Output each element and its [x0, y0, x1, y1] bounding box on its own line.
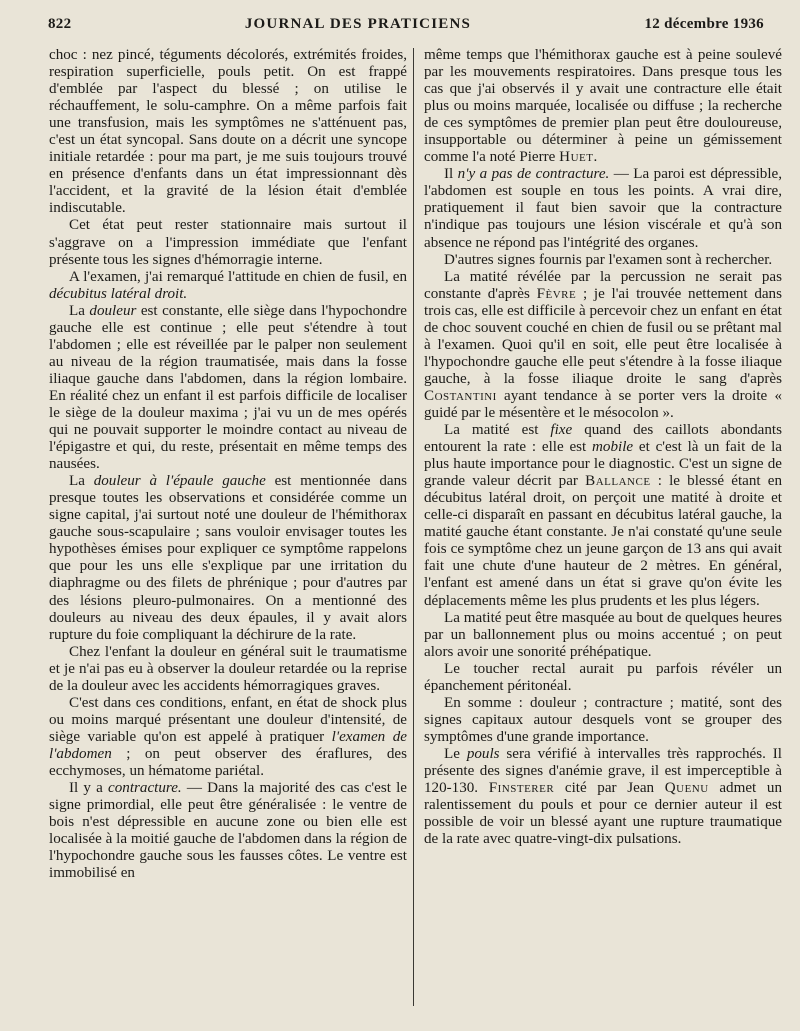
author-name: Huet. — [559, 149, 598, 166]
paragraph: En somme : douleur ; contracture ; matité, sont des signes capitaux autour desquels vont se grouper des symptômes d'une grande importance. — [424, 694, 782, 745]
paragraph: même temps que l'hémithorax gauche est à peine soulevé par les mouvements respiratoires. Dans presque tous les cas que j'ai observés il y avait une contracture elle était plus ou moins marquée, localisée ou diffuse ; la recherche de ces symptômes de premier plan peut être douloureuse, insupportable ou déterminer à peine un gémissement comme l'a noté Pierre Huet. — [424, 47, 782, 166]
paragraph: La matité peut être masquée au bout de quelques heures par un ballonnement plus ou moins accentué ; on peut alors avoir une sonorité préhépatique. — [424, 609, 782, 660]
paragraph: La matité est fixe quand des caillots abondants entourent la rate : elle est mobile et c'est là un fait de la plus haute importance pour le diagnostic. C'est un signe de grande valeur décrit par Ballance : le blessé étant en décubitus latéral droit, on perçoit une matité à droite et celle-ci disparaît en passant en décubitus latéral gauche, la matité gauche étant constante. Je n'ai constaté qu'une seule fois ce symptôme chez un jeune garçon de 13 ans qui avait fait une chute d'une hauteur de 2 mètres. En général, l'enfant est amené dans un état si grave qu'on évite les déplacements même les plus prudents et les plus légers. — [424, 422, 782, 609]
emphasis: douleur — [89, 302, 137, 319]
right-column — [424, 47, 782, 848]
issue-date: 12 décembre 1936 — [644, 16, 764, 32]
paragraph: Le pouls sera vérifié à intervalles très rapprochés. Il présente des signes d'anémie grave, il est imperceptible à 120-130. Finsterer cité par Jean Quenu admet un ralentissement du pouls et pour ce dernier auteur il est possible de voir un blessé ayant une rupture traumatique de la rate avec quatre-vingt-dix pulsations. — [424, 745, 782, 848]
column-divider — [413, 48, 414, 1006]
paragraph: Cet état peut rester stationnaire mais surtout il s'aggrave on a l'impression immédiate que l'enfant présente tous les signes d'hémorragie interne. — [49, 217, 407, 268]
emphasis: douleur à l'épaule gauche — [93, 473, 266, 490]
author-name: Costantini — [424, 387, 497, 404]
paragraph: La matité révélée par la percussion ne serait pas constante d'après Fèvre ; je l'ai trouvée nettement dans trois cas, elle est difficile à percevoir chez un enfant en état de choc souvent couché en chien de fusil ou se prêtant mal à l'examen. Quoi qu'il en soit, elle peut être localisée à l'hypochondre gauche elle peut s'étendre à la fosse iliaque gauche, à la fosse iliaque droite le sang d'après Costantini ayant tendance à se porter vers la droite « guidé par le mésentère et le mésocolon ». — [424, 268, 782, 421]
emphasis: décubitus latéral droit. — [49, 285, 188, 302]
paragraph: La douleur à l'épaule gauche est mentionnée dans presque toutes les observations et considérée comme un signe capital, j'ai surtout noté une douleur de l'hémithorax gauche sous-scapulaire ; sans vouloir envisager toutes les hypothèses émises pour expliquer ce symptôme rappelons que pour les uns elle s'explique par une irritation du diaphragme ou des filets de phrénique ; pour d'autres par des lésions pleuro-pulmonaires. On a mentionné des douleurs au niveau des deux épaules, il y avait alors rupture du foie compliquant la déchirure de la rate. — [49, 473, 407, 643]
emphasis: fixe — [550, 422, 573, 439]
page-header — [48, 16, 764, 38]
paragraph: Le toucher rectal aurait pu parfois révéler un épanchement péritonéal. — [424, 660, 782, 694]
paragraph: C'est dans ces conditions, enfant, en état de shock plus ou moins marqué présentant une douleur d'intensité, de siège variable qu'on est appelé à pratiquer l'examen de l'abdomen ; on peut observer des éraflures, des ecchymoses, un hématome pariétal. — [49, 694, 407, 779]
emphasis: pouls — [466, 745, 500, 762]
author-name: Quenu — [664, 780, 709, 797]
emphasis: l'examen de l'abdomen — [49, 728, 407, 762]
paragraph: D'autres signes fournis par l'examen sont à rechercher. — [444, 251, 773, 268]
paragraph: choc : nez pincé, téguments décolorés, extrémités froides, respiration superficielle, pouls petit. On est frappé d'emblée par l'aspect du blessé ; on utilise le réchauffement, le solu-camphre. On a même parfois fait une transfusion, mais les symptômes ne s'atténuent pas, c'est un état syncopal. Sans doute on a décrit une syncope initiale retardée : pour ma part, je me suis toujours trouvé en présence d'enfants dans un état impressionnant dès l'accident, et la gravité de la lésion était d'emblée indiscutable. — [49, 47, 407, 217]
author-name: Finsterer — [488, 780, 555, 797]
paragraph: Il y a contracture. — Dans la majorité des cas c'est le signe primordial, elle peut être généralisée : le ventre de bois n'est dépressible en aucune zone ou bien elle est localisée à la moitié gauche de l'abdomen dans la région de l'hypochondre gauche sous les fausses côtes. Le ventre est immobilisé en — [49, 780, 407, 882]
emphasis: mobile — [592, 439, 634, 456]
paragraph: La douleur est constante, elle siège dans l'hypochondre gauche elle est continue ; elle peut s'étendre à tout l'abdomen ; elle est réveillée par le palper non seulement au niveau de la région traumatisée, mais dans la fosse iliaque gauche dans l'abdomen, dans la région lombaire. En réalité chez un enfant il est parfois difficile de localiser le siège de la douleur maxima ; j'ai vu un de mes opérés qui ne pouvait supporter le moindre contact au niveau de l'épigastre et qui, du reste, présentait en même temps des nausées. — [49, 302, 407, 473]
paragraph: A l'examen, j'ai remarqué l'attitude en chien de fusil, en décubitus latéral droit. — [49, 268, 407, 302]
left-column — [49, 47, 407, 882]
author-name: Ballance — [585, 473, 651, 490]
paragraph: Chez l'enfant la douleur en général suit le traumatisme et je n'ai pas eu à observer la douleur retardée ou la reprise de la douleur avec les accidents hémorragiques graves. — [49, 643, 407, 694]
emphasis: n'y a pas de contracture. — [457, 166, 610, 183]
page-number: 822 — [48, 16, 72, 32]
author-name: Fèvre — [536, 285, 577, 302]
journal-title: JOURNAL DES PRATICIENS — [244, 16, 472, 32]
emphasis: contracture. — [108, 780, 182, 797]
paragraph: Il n'y a pas de contracture. — La paroi est dépressible, l'abdomen est souple en tous les points. A vrai dire, pratiquement il faut bien savoir que la contracture n'indique pas toujours une lésion viscérale et qu'à son absence ne répond pas l'intégrité des organes. — [424, 166, 782, 251]
